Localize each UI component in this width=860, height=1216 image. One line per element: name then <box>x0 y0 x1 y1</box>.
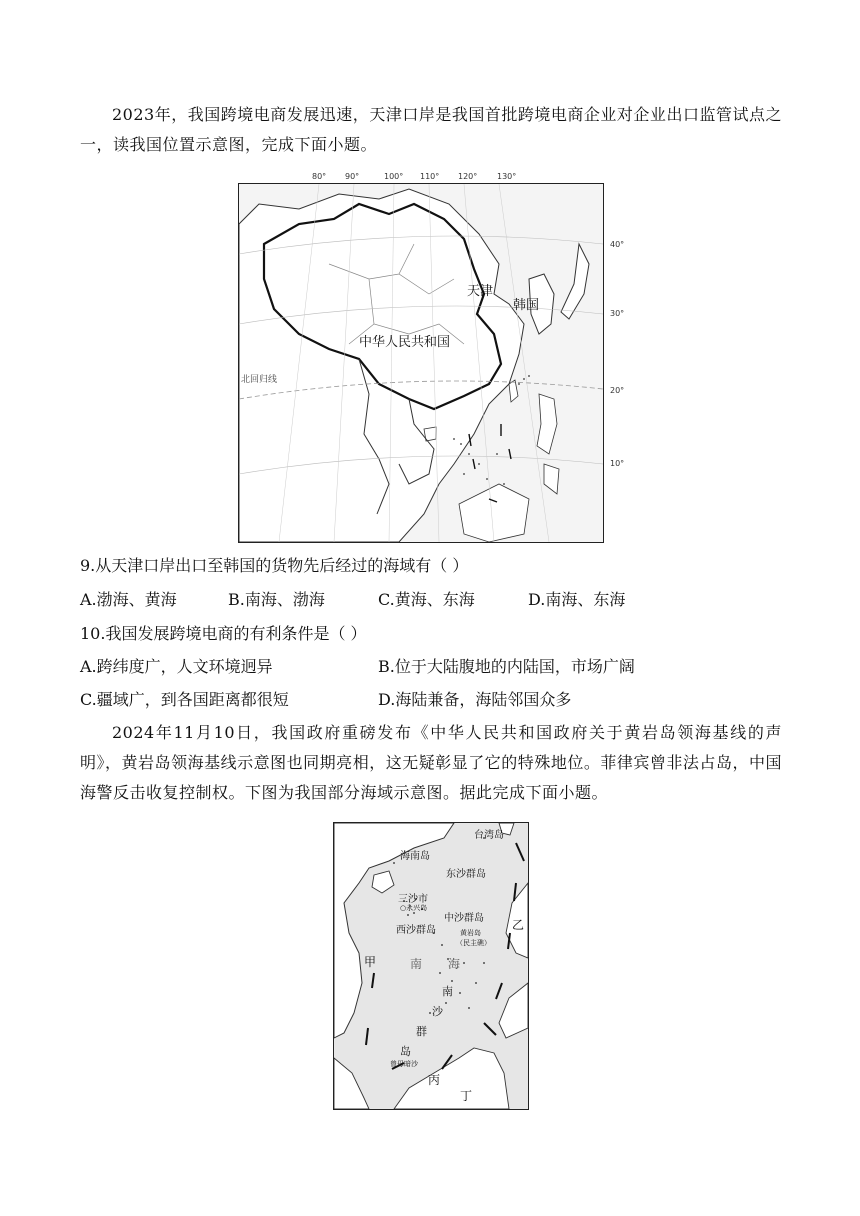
q10-option-c: C.疆域广，到各国距离都很短 <box>80 690 289 709</box>
ding-label: 丁 <box>460 1089 473 1103</box>
q10-option-b: B.位于大陆腹地的内陆国，市场广阔 <box>378 657 635 676</box>
lon-label: 120° <box>458 172 478 181</box>
q9-option-c: C.黄海、东海 <box>378 590 475 609</box>
bing-label: 丙 <box>428 1073 441 1087</box>
yi-label: 乙 <box>512 918 525 932</box>
q10-option-d: D.海陆兼备，海陆邻国众多 <box>378 690 572 709</box>
china-map-drawing <box>239 184 603 542</box>
sea-char-hai: 海 <box>448 957 461 971</box>
south-china-sea-map <box>333 822 529 1110</box>
lat-label: 30° <box>610 309 625 318</box>
hainan-label: 海南岛 <box>400 851 430 862</box>
nansha-char-2: 沙 <box>432 1005 443 1018</box>
intro-paragraph-1: 2023年，我国跨境电商发展迅速，天津口岸是我国首批跨境电商企业对企业出口监管试点之一，读我国位置示意图，完成下面小题。 <box>80 105 782 154</box>
china-location-map <box>238 183 604 543</box>
tianjin-label: 天津 <box>467 284 494 299</box>
dongsha-label: 东沙群岛 <box>446 869 486 880</box>
tropic-label: 北回归线 <box>241 375 278 385</box>
huangyan-label: 黄岩岛 <box>460 929 481 937</box>
minzhu-label: （民主礁） <box>456 939 491 947</box>
taiwan-label: 台湾岛 <box>474 830 504 841</box>
question-9-stem: 9.从天津口岸出口至韩国的货物先后经过的海域有（ ） <box>80 556 469 575</box>
lat-label: 10° <box>610 459 625 468</box>
jia-label: 甲 <box>364 955 377 969</box>
xisha-label: 西沙群岛 <box>396 925 436 936</box>
intro-paragraph-2: 2024年11月10日，我国政府重磅发布《中华人民共和国政府关于黄岩岛领海基线的声明》，黄岩岛领海基线示意图也同期亮相，这无疑彰显了它的特殊地位。菲律宾曾非法占岛，中国海警反击收复控制权。下图为我国部分海域示意图。据此完成下面小题。 <box>80 723 782 802</box>
sansha-label: 三沙市 <box>398 894 428 905</box>
q10-option-a: A.跨纬度广，人文环境迥异 <box>80 657 273 676</box>
china-label: 中华人民共和国 <box>359 335 451 350</box>
lon-label: 100° <box>384 172 404 181</box>
lon-label: 130° <box>497 172 517 181</box>
zengmu-label: 曾母暗沙 <box>390 1060 418 1068</box>
lon-label: 90° <box>345 172 360 181</box>
q9-option-a: A.渤海、黄海 <box>80 590 177 609</box>
question-10-stem: 10.我国发展跨境电商的有利条件是（ ） <box>80 624 367 643</box>
lon-label: 110° <box>420 172 440 181</box>
lat-label: 20° <box>610 386 625 395</box>
nansha-char-4: 岛 <box>400 1045 411 1058</box>
lat-label: 40° <box>610 240 625 249</box>
nansha-char-3: 群 <box>416 1025 427 1038</box>
nansha-char-1: 南 <box>442 985 453 998</box>
zhongsha-label: 中沙群岛 <box>444 913 484 924</box>
q9-option-b: B.南海、渤海 <box>228 590 325 609</box>
sea-char-nan: 南 <box>410 957 423 971</box>
yongxing-label: ○永兴岛 <box>400 904 428 912</box>
lon-label: 80° <box>312 172 327 181</box>
korea-label: 韩国 <box>513 298 540 313</box>
q9-option-d: D.南海、东海 <box>528 590 626 609</box>
